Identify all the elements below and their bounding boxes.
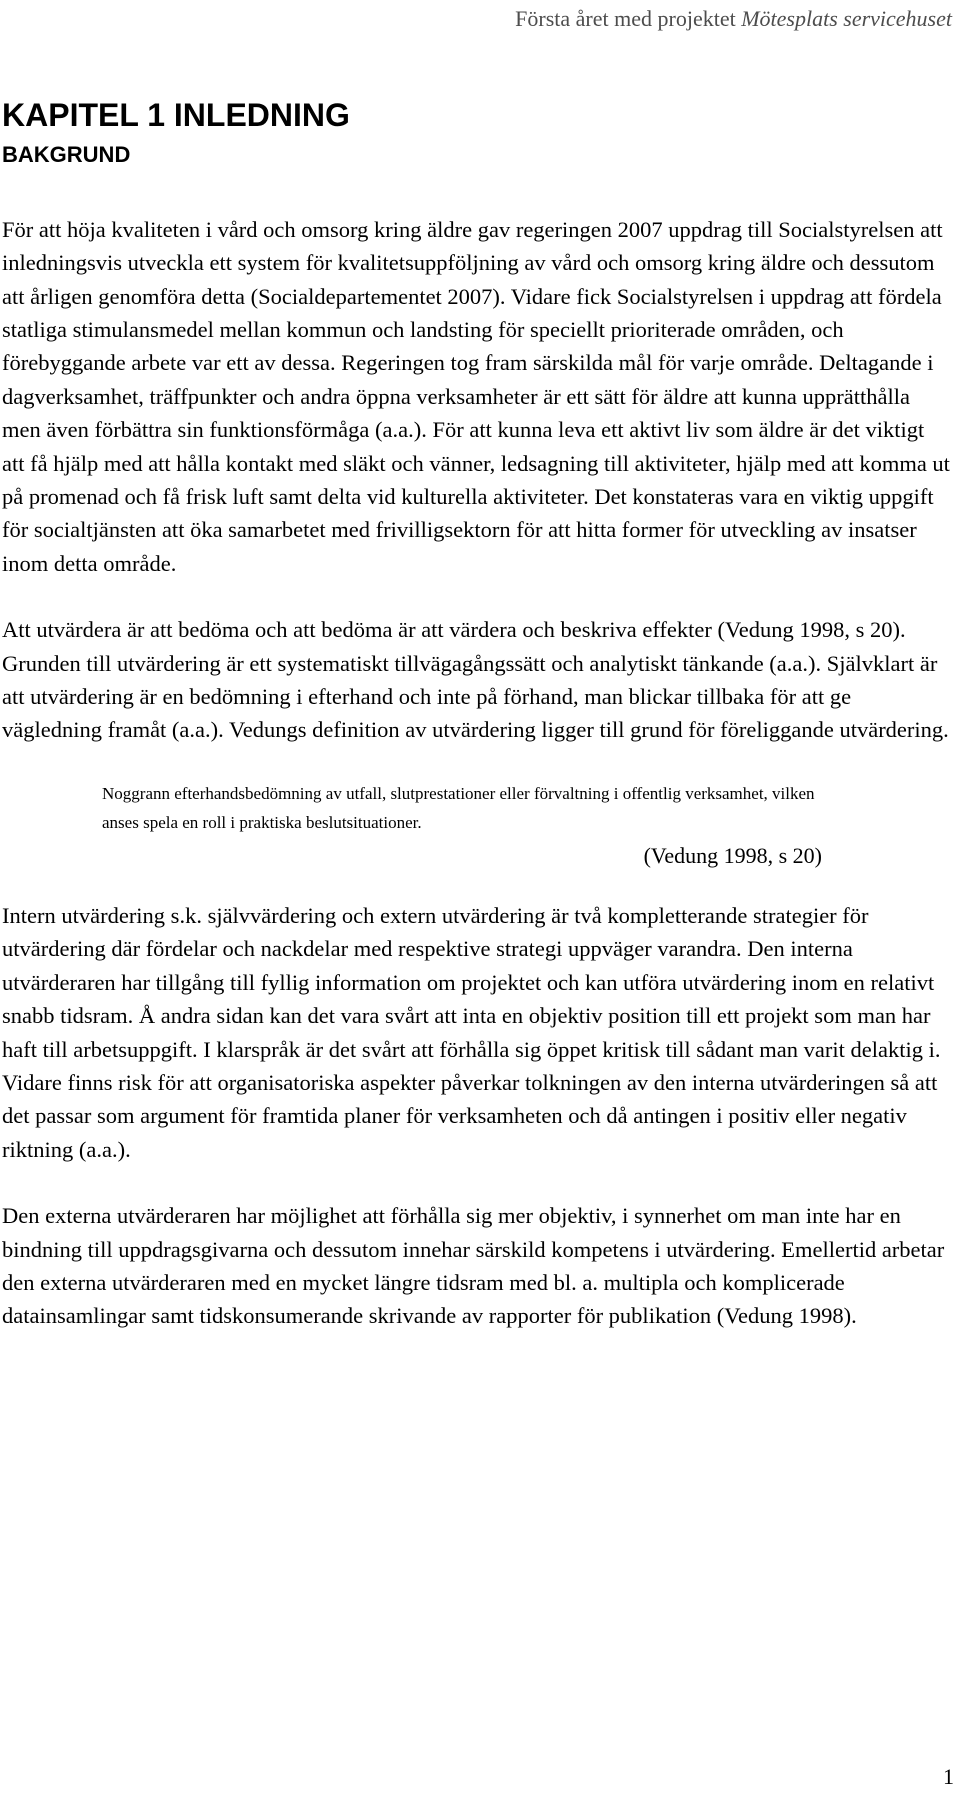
page-number: 1 (943, 1764, 954, 1789)
header-prefix: Första året med projektet (515, 6, 742, 31)
paragraph-evaluation-definition: Att utvärdera är att bedöma och att bedöma är att värdera och beskriva effekter (Vedung 1998, s 20). Grunden till utvärdering är ett systematiskt tillvägagångssätt och analytiskt tänkande (a.a.). Självklart är att utvärdering är en bedömning i efterhand och inte på förhand, man blickar tillbaka för att ge vägledning framåt (a.a.). Vedungs definition av utvärdering ligger till grund för föreliggande utvärdering. (2, 617, 949, 743)
chapter-title: KAPITEL 1 INLEDNING (2, 97, 350, 133)
paragraph-internal-evaluation: Intern utvärdering s.k. självvärdering och extern utvärdering är två kompletterande strategier för utvärdering där fördelar och nackdelar med respektive strategi uppväger varandra. Den interna utvärderaren har tillgång till fyllig information om projektet och kan utföra utvärdering inom en relativt snabb tidsram. Å andra sidan kan det vara svårt att inta en objektiv position till ett projekt som man har haft till arbetsuppgift. I klarspråk är det svårt att förhålla sig öppet kritisk till sådant man varit delaktig i. Vidare finns risk för att organisatoriska aspekter påverkar tolkningen av den interna utvärderingen så att det passar som argument för framtida planer för verksamheten och då antingen i positiv eller negativ riktning (a.a.). (2, 902, 941, 1162)
quote-text: Noggrann efterhandsbedömning av utfall, slutprestationer eller förvaltning i offentlig verksamhet, vilken anses spela en roll i praktiska beslutsituationer. (102, 783, 815, 832)
block-quote (102, 779, 822, 871)
paragraph-background: För att höja kvaliteten i vård och omsorg kring äldre gav regeringen 2007 uppdrag till Socialstyrelsen att inledningsvis utveckla ett system för kvalitetsuppföljning av vård och omsorg kring äldre och dessutom att årligen genomföra detta (Socialdepartementet 2007). Vidare fick Socialstyrelsen i uppdrag att fördela statliga stimulansmedel mellan kommun och landsting för speciellt prioriterade områden, och förebyggande arbete var ett av dessa. Regeringen tog fram särskilda mål för varje område. Deltagande i dagverksamhet, träffpunkter och andra öppna verksamheter är ett sätt för äldre att kunna upprätthålla men även förbättra sin funktionsförmåga (a.a.). För att kunna leva ett aktivt liv som äldre är det viktigt att få hjälp med att hålla kontakt med släkt och vänner, ledsagning till aktiviteter, hjälp med att komma ut på promenad och få frisk luft samt delta vid kulturella aktiviteter. Det konstateras vara en viktig uppgift för socialtjänsten att öka samarbetet med frivilligsektorn för att hitta former för utveckling av insatser inom detta område. (2, 216, 950, 576)
section-title: BAKGRUND (2, 142, 131, 168)
document-body (2, 96, 952, 1333)
paragraph-external-evaluation: Den externa utvärderaren har möjlighet att förhålla sig mer objektiv, i synnerhet om man inte har en bindning till uppdragsgivarna och dessutom innehar särskild kompetens i utvärdering. Emellertid arbetar den externa utvärderaren med en mycket längre tidsram med bl. a. multipla och komplicerade datainsamlingar samt tidskonsumerande skrivande av rapporter för publikation (Vedung 1998). (2, 1203, 945, 1329)
running-header (515, 6, 952, 32)
quote-source: (Vedung 1998, s 20) (643, 842, 822, 868)
header-project-name: Mötesplats servicehuset (741, 6, 952, 31)
